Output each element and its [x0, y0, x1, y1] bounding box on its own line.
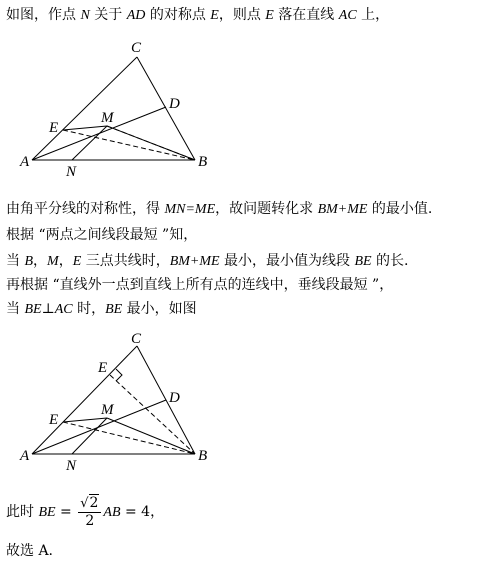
label-d-2: D: [169, 390, 180, 406]
label-b-1: B: [198, 154, 208, 170]
t1b: N: [80, 8, 90, 23]
text-line-3: [6, 226, 197, 244]
t6b: BE: [24, 302, 42, 317]
fraction-denominator: 2: [85, 513, 95, 529]
t5: 再根据 “直线外一点到直线上所有点的连线中，垂线段最短 ”，: [6, 277, 394, 293]
label-e-1: E: [49, 120, 59, 136]
text-line-2: [6, 200, 432, 219]
text-line-6: [6, 300, 197, 319]
label-n-1: N: [66, 164, 77, 180]
t2c: ，故问题转化求: [215, 201, 318, 217]
t4f: E: [72, 254, 82, 269]
t6d: AC: [54, 302, 73, 317]
label-b-2: B: [198, 448, 208, 464]
text-line-7: [6, 494, 164, 531]
text-line-4: [6, 252, 409, 271]
label-a-1: A: [20, 154, 30, 170]
t1d: AD: [126, 8, 146, 23]
segment-cb: [137, 57, 195, 160]
sqrt-argument: 2: [89, 495, 99, 511]
t6f: BE: [105, 302, 123, 317]
t1h: E: [265, 8, 274, 23]
t1j: AC: [338, 8, 357, 23]
t4g: 三点共线时，: [81, 253, 170, 269]
t4c: ，: [33, 253, 48, 269]
t7d: AB: [103, 505, 121, 520]
dashed-be-perp: [110, 375, 195, 454]
t1f: E: [210, 8, 219, 23]
geometry-figure-1: [0, 36, 504, 196]
label-m-1: M: [101, 110, 114, 126]
t4b: B: [24, 254, 34, 269]
t2b: MN=ME: [164, 202, 216, 217]
t2e: 的最小值.: [367, 201, 433, 217]
segment-ac: [32, 57, 137, 160]
label-a-2: A: [20, 448, 30, 464]
t7e: = 4，: [120, 504, 165, 520]
t4e: ，: [58, 253, 73, 269]
t1g: ，则点: [218, 7, 266, 23]
text-line-5: [6, 276, 393, 294]
t4j: BE: [354, 254, 372, 269]
t7b: BE: [38, 505, 56, 520]
t3: 根据 “两点之间线段最短 ”知，: [6, 227, 198, 243]
segment-mn: [72, 126, 107, 160]
t8: 故选 A.: [6, 543, 54, 559]
label-d-1: D: [169, 96, 180, 112]
t4a: 当: [6, 253, 25, 269]
right-angle-marker: [116, 369, 122, 381]
t1i: 落在直线: [273, 7, 339, 23]
t2d: BM+ME: [317, 202, 368, 217]
t1k: 上，: [356, 7, 390, 23]
t2a: 由角平分线的对称性，得: [6, 201, 165, 217]
text-line-8: [6, 542, 53, 560]
t4h: BM+ME: [169, 254, 220, 269]
t7a: 此时: [6, 504, 39, 520]
t6a: 当: [6, 301, 25, 317]
fraction-numerator: [78, 495, 101, 513]
t1e: 的对称点: [145, 7, 211, 23]
t7c: =: [55, 504, 77, 520]
t4k: 的长.: [371, 253, 409, 269]
sqrt: [80, 495, 99, 512]
geometry-figure-2: [0, 332, 504, 472]
t4i: 最小，最小值为线段: [219, 253, 355, 269]
t6e: 时，: [72, 301, 106, 317]
text-line-1: [6, 6, 389, 25]
label-m-2: M: [101, 402, 114, 418]
label-e-top-2: E: [98, 360, 108, 376]
t1c: 关于: [89, 7, 127, 23]
t6g: 最小，如图: [122, 301, 197, 317]
sqrt-sign: √: [80, 496, 89, 511]
segment-ac-2: [32, 346, 137, 454]
label-c-2: C: [131, 332, 142, 347]
label-c-1: C: [131, 40, 142, 56]
t4d: M: [47, 254, 59, 269]
label-e-low-2: E: [49, 412, 59, 428]
segment-me-2: [63, 418, 107, 422]
label-n-2: N: [66, 458, 77, 472]
fraction-sqrt2-over-2: [78, 495, 101, 529]
segment-me: [63, 126, 107, 130]
t1a: 如图，作点: [6, 7, 81, 23]
t6c: ⊥: [41, 301, 55, 317]
